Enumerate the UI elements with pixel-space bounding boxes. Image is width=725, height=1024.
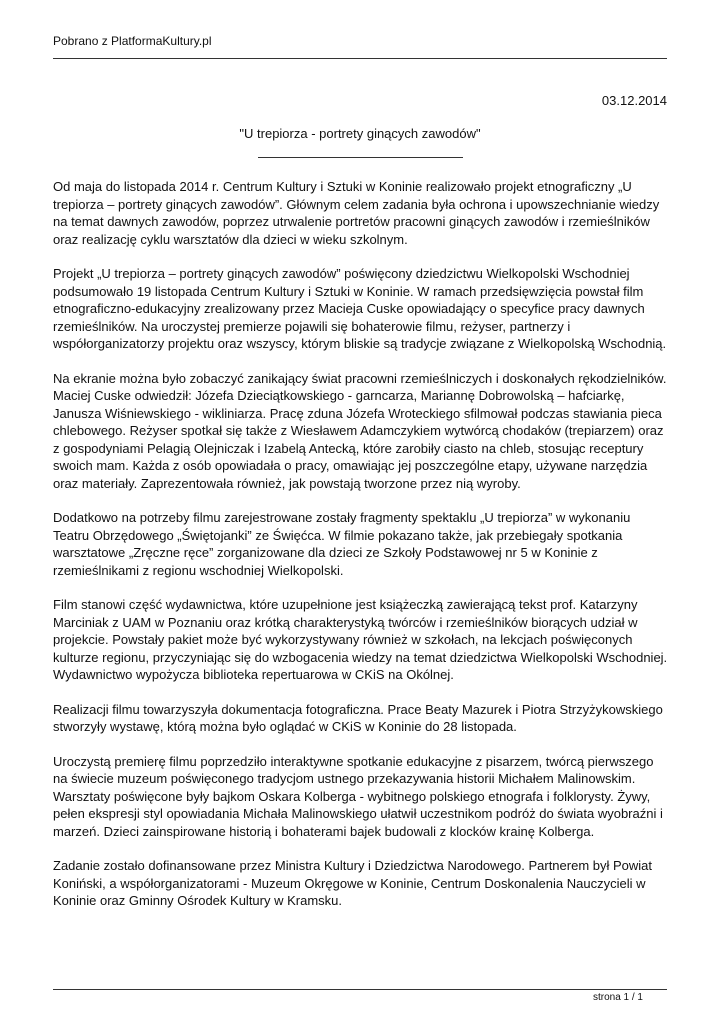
title-underline (258, 157, 463, 158)
body-paragraph: Na ekranie można było zobaczyć zanikający świat pracowni rzemieślniczych i doskonałych rękodzielników. Maciej Cuske odwiedził: Józefa Dzieciątkowskiego - garncarza, Mariannę Dobrowolską – hafciarkę, Janusza Wiśniewskiego - wikliniarza. Pracę zduna Józefa Wroteckiego sfilmował podczas stawiania pieca chlebowego. Reżyser spotkał się także z Wiesławem Adamczykiem wytwórcą chodaków (trepiarzem) oraz z gospodyniami Pelagią Olejniczak i Izabelą Antecką, które zarobiły ciasto na chleb, stosując receptury swoich mam. Każda z osób opowiadała o pracy, omawiając jej poszczególne etapy, używane narzędzia oraz materiały. Zaprezentowała również, jak powstają tworzone przez nią wyroby. (53, 370, 667, 491)
document-date: 03.12.2014 (601, 93, 667, 108)
page-number: strona 1 / 1 (592, 992, 643, 1003)
page-header-source: Pobrano z PlatformaKultury.pl (53, 34, 212, 48)
body-paragraph: Zadanie zostało dofinansowane przez Ministra Kultury i Dziedzictwa Narodowego. Partnerem był Powiat Koniński, a współorganizatorami - Muzeum Okręgowe w Koninie, Centrum Doskonalenia Nauczycieli w Koninie oraz Gminny Ośrodek Kultury w Kramsku. (53, 858, 653, 908)
body-paragraph: Dodatkowo na potrzeby filmu zarejestrowane zostały fragmenty spektaklu „U trepiorza” w wykonaniu Teatru Obrzędowego „Świętojanki” ze Święćca. W filmie pokazano także, jak przebiegały spotkania warsztatowe „Zręczne ręce” zorganizowane dla dzieci ze Szkoły Podstawowej nr 5 w Koninie z rzemieślnikami z regionu wschodniej Wielkopolski. (53, 510, 631, 578)
body-paragraph: Film stanowi część wydawnictwa, które uzupełnione jest książeczką zawierającą tekst prof. Katarzyny Marciniak z UAM w Poznaniu oraz krótką charakterystyką twórców i rzemieślników biorących udział w projekcie. Powstały pakiet może być wykorzystywany również w szkołach, na lekcjach poświęconych kulturze regionu, przyczyniając się do wzbogacenia wiedzy na temat dziedzictwa Wielkopolski Wschodniej. Wydawnictwo wypożycza biblioteka repertuarowa w CKiS na Okólnej. (53, 597, 668, 682)
body-paragraph: Od maja do listopada 2014 r. Centrum Kultury i Sztuki w Koninie realizowało projekt etnograficzny „U trepiorza – portrety ginących zawodów”. Głównym celem zadania była ochrona i upowszechnianie wiedzy na temat dawnych zawodów, poprzez utrwalenie portretów pracowni ginących zawodów i rzemieślników oraz realizację cyklu warsztatów dla dzieci w wieku szkolnym. (53, 179, 660, 247)
body-paragraph: Uroczystą premierę filmu poprzedziło interaktywne spotkanie edukacyjne z pisarzem, twórcą pierwszego na świecie muzeum poświęconego tradycjom ustnego przekazywania historii Michałem Malinowskim. Warsztaty poświęcone były bajkom Oskara Kolberga - wybitnego polskiego etnografa i folklorysty. Żywy, pełen ekspresji styl opowiadania Michała Malinowskiego ułatwił uczestnikom podróż do świata wyobraźni i marzeń. Dzieci zainspirowane historią i bohaterami bajek budowali z klocków krainę Kolberga. (53, 753, 663, 839)
body-paragraph: Realizacji filmu towarzyszyła dokumentacja fotograficzna. Prace Beaty Mazurek i Piotra Strzyżykowskiego stworzyły wystawę, którą można było oglądać w CKiS w Koninie do 28 listopada. (53, 701, 663, 734)
footer-divider (53, 989, 667, 990)
body-paragraph: Projekt „U trepiorza – portrety ginących zawodów” poświęcony dziedzictwu Wielkopolski Wschodniej podsumowało 19 listopada Centrum Kultury i Sztuki w Koninie. W ramach przedsięwzięcia powstał film etnograficzno-edukacyjny zrealizowany przez Macieja Cuske opowiadający o specyfice pracy dawnych rzemieślników. Na uroczystej premierze pojawili się bohaterowie filmu, reżyser, partnerzy i współorganizatorzy projektu oraz wszyscy, którym bliskie są tradycje związane z Wielkopolską Wschodnią. (53, 266, 667, 351)
header-divider (53, 58, 667, 59)
document-title: "U trepiorza - portrety ginących zawodów" (239, 126, 481, 141)
document-body (53, 178, 669, 927)
